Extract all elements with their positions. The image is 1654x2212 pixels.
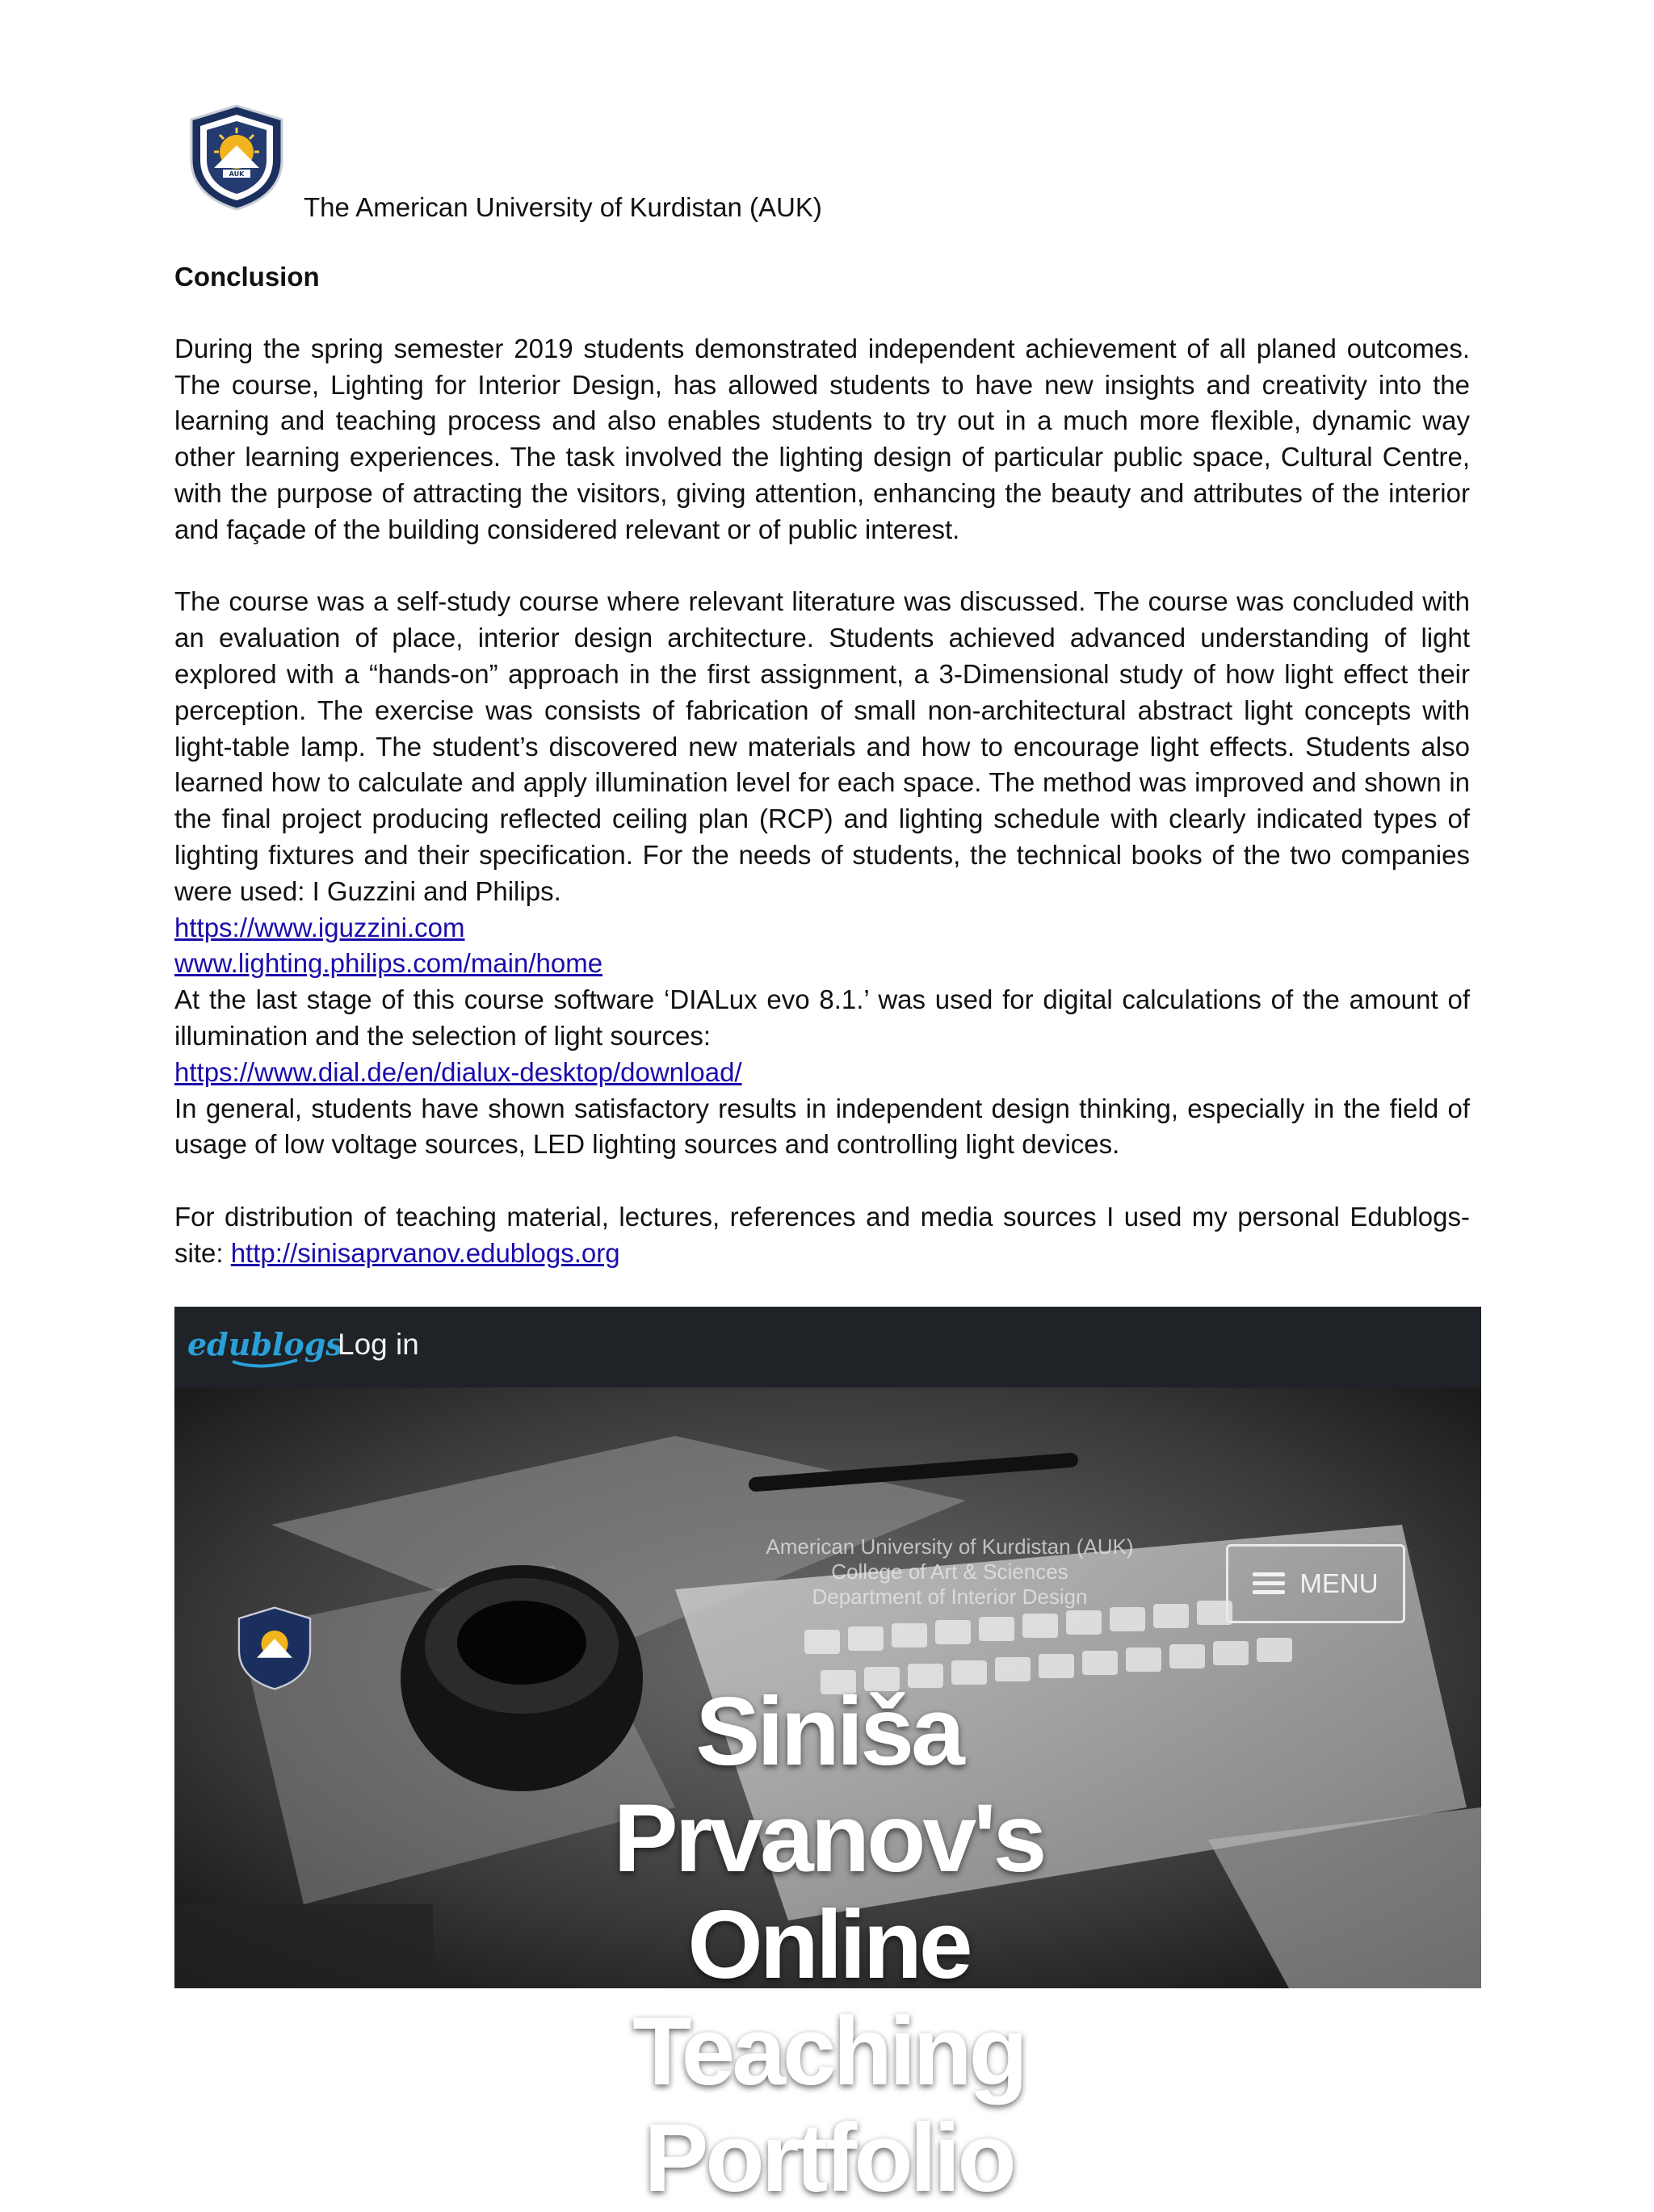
paragraph-2: The course was a self-study course where relevant literature was discussed. The course was concluded with an evaluation of place, interior design architecture. Students achieved advanced understanding of light explored with a “hands-on” approach in the first assignment, a 3-Dimensional study of how light effect their perception. The exercise was consists of fabrication of small non-architectural abstract light concepts with light-table lamp. The student’s discovered new materials and how to encourage light effects. Students also learned how to calculate and apply illumination level for each space. The method was improved and shown in the final project producing reflected ceiling plan (RCP) and lighting schedule with clearly indicated types of lighting fixtures and their specification. For the needs of students, the technical books of the two companies were used: I Guzzini and Philips. — [174, 586, 1470, 906]
hero-title-line-2: Online Teaching — [632, 1891, 1025, 2105]
edublogs-logo[interactable] — [184, 1324, 343, 1373]
auk-shield-logo — [187, 103, 286, 212]
section-heading: Conclusion — [174, 262, 320, 292]
edublogs-topbar — [174, 1307, 1481, 1387]
paragraph-5 — [174, 1199, 1470, 1272]
paragraph-5-text: For distribution of teaching material, lectures, references and media sources I used my personal Edublogs-site: — [174, 1201, 1470, 1268]
dialux-link[interactable]: https://www.dial.de/en/dialux-desktop/download/ — [174, 1056, 742, 1087]
philips-link[interactable]: www.lighting.philips.com/main/home — [174, 948, 603, 979]
iguzzini-link[interactable]: https://www.iguzzini.com — [174, 912, 465, 942]
hero-banner — [174, 1387, 1481, 2212]
university-title: The American University of Kurdistan (AUK) — [304, 192, 822, 222]
conclusion-section — [174, 259, 1470, 1272]
hero-subtitle-university: American University of Kurdistan (AUK) — [766, 1534, 1134, 1559]
edublogs-site-link[interactable]: http://sinisaprvanov.edublogs.org — [230, 1237, 620, 1268]
hero-subtitle-college: College of Art & Sciences — [831, 1559, 1068, 1584]
hero-title-line-1: Siniša Prvanov's — [613, 1677, 1044, 1892]
svg-text:AUK: AUK — [229, 170, 245, 178]
hero-title-line-3: Portfolio — [644, 2104, 1014, 2212]
paragraph-4: In general, students have shown satisfactory results in independent design thinking, especially in the field of usage of low voltage sources, LED lighting sources and controlling light devices. — [174, 1093, 1470, 1160]
hero-title — [514, 1678, 1144, 2211]
hero-auk-seal-icon — [236, 1605, 313, 1691]
hero-subtitle-department: Department of Interior Design — [812, 1584, 1088, 1609]
login-link[interactable]: Log in — [338, 1328, 419, 1361]
edublogs-logo-text: edublogs — [187, 1326, 343, 1362]
paragraph-1: During the spring semester 2019 students demonstrated independent achievement of all planed outcomes. The course, Lighting for Interior Design, has allowed students to have new insights and creativity into the learning and teaching process and also enables students to try out in a much more flexible, dynamic way other learning experiences. The task involved the lighting design of particular public space, Cultural Centre, with the purpose of attracting the visitors, giving attention, enhancing the beauty and attributes of the interior and façade of the building considered relevant or of public interest. — [174, 333, 1470, 544]
paragraph-3: At the last stage of this course software ‘DIALux evo 8.1.’ was used for digital calculations of the amount of illumination and the selection of light sources: — [174, 984, 1470, 1051]
edublogs-screenshot — [174, 1307, 1481, 2212]
menu-label: MENU — [1299, 1568, 1379, 1598]
